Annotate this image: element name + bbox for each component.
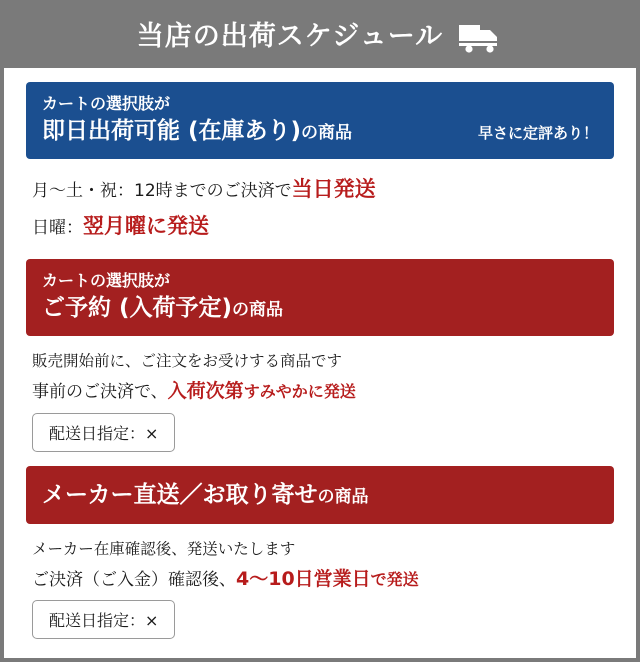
card-body [4, 68, 636, 653]
page-title: 当店の出荷スケジュール [136, 20, 444, 52]
detail-highlight: 翌月曜に発送 [83, 214, 209, 239]
band-large-main: ご予約 (入荷予定) [42, 295, 233, 322]
detail-prefix: メーカー在庫確認後、発送いたします [32, 539, 296, 558]
band-large-suffix: の商品 [301, 123, 353, 144]
detail-line [32, 536, 608, 563]
detail-prefix: 日曜： [32, 218, 83, 239]
detail-prefix: 販売開始前に、ご注文をお受けする商品です [32, 352, 343, 371]
detail-highlight: 当日発送 [291, 177, 376, 202]
detail-suffix: すみやかに発送 [243, 382, 356, 402]
delivery-truck-icon [457, 19, 503, 53]
detail-prefix: 事前のご決済で、 [32, 382, 168, 403]
band-large-label [42, 292, 283, 324]
section-header-in-stock [26, 82, 614, 159]
detail-line [32, 171, 608, 208]
section-header-reservation [26, 259, 614, 336]
detail-prefix: 月〜土・祝：12時までのご決済で [32, 181, 292, 202]
delivery-date-badge: 配送日指定：× [32, 413, 175, 452]
detail-highlight: 4〜10日営業日 [236, 567, 371, 590]
band-large-suffix: の商品 [317, 486, 369, 507]
detail-line [32, 208, 608, 245]
card-header [4, 4, 636, 68]
section-header-texts [42, 92, 352, 147]
band-note: 早さに定評あり！ [477, 124, 598, 143]
section-body-direct-shipping [26, 524, 614, 653]
band-large-label [42, 115, 352, 147]
band-large-main: 即日出荷可能 (在庫あり) [42, 118, 302, 145]
detail-line [32, 563, 608, 596]
band-large-suffix: の商品 [232, 300, 284, 321]
section-body-reservation [26, 336, 614, 465]
band-small-label: カートの選択肢が [42, 270, 171, 290]
band-small-label: カートの選択肢が [42, 94, 171, 113]
section-body-in-stock [26, 159, 614, 259]
delivery-date-badge: 配送日指定：× [32, 600, 175, 639]
detail-suffix: で発送 [370, 569, 419, 589]
detail-line [32, 348, 608, 375]
band-large-main: メーカー直送／お取り寄せ [42, 481, 318, 508]
detail-highlight: 入荷次第 [167, 380, 244, 403]
section-header-direct-shipping [26, 466, 614, 524]
detail-line [32, 375, 608, 408]
band-large-label [42, 479, 369, 511]
detail-prefix: ご決済（ご入金）確認後、 [32, 569, 236, 590]
section-header-texts [42, 269, 283, 324]
